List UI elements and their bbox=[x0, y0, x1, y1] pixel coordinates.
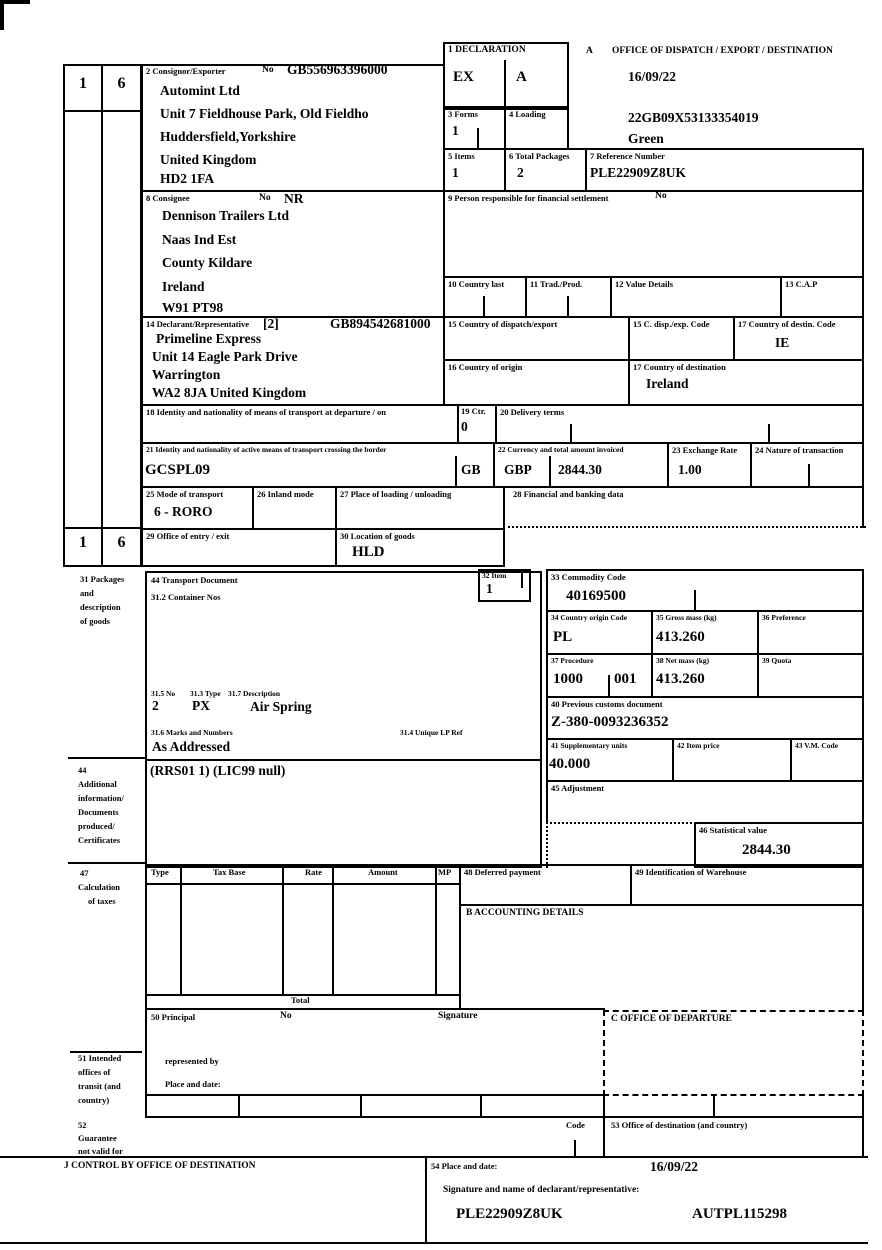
box-4-label: 4 Loading bbox=[509, 109, 546, 119]
box-43-label: 43 V.M. Code bbox=[795, 741, 839, 750]
box-50-label: 50 Principal bbox=[151, 1012, 196, 1022]
box-50-no-label: No bbox=[280, 1011, 292, 1021]
box-52-label-line: 52 bbox=[78, 1120, 87, 1130]
tax-table-border bbox=[145, 864, 461, 866]
tax-header-tax-base: Tax Base bbox=[213, 867, 246, 877]
copy-column bbox=[101, 110, 142, 529]
dotted-divider-v bbox=[546, 822, 548, 868]
ctr-value: 0 bbox=[461, 419, 468, 434]
copy-number-6b: 6 bbox=[117, 534, 126, 551]
box-34-label: 34 Country origin Code bbox=[551, 613, 628, 622]
box-31-3-label: 31.3 Type bbox=[190, 689, 221, 698]
box-41-label: 41 Supplementary units bbox=[551, 741, 628, 750]
section-a-letter: A bbox=[586, 46, 593, 56]
box-45-label: 45 Adjustment bbox=[551, 783, 605, 793]
origin-code-value: PL bbox=[553, 629, 573, 645]
transport-mode-value: 6 - RORO bbox=[154, 504, 213, 519]
mrn-value: 22GB09X53133354019 bbox=[628, 110, 759, 125]
box-47-label-line: 47 bbox=[80, 868, 89, 878]
declaration-place-date: 16/09/22 bbox=[650, 1159, 699, 1174]
tax-header-type: Type bbox=[151, 867, 169, 877]
box-23-label: 23 Exchange Rate bbox=[672, 445, 738, 455]
box-26-label: 26 Inland mode bbox=[257, 489, 314, 499]
section-a-title: OFFICE OF DISPATCH / EXPORT / DESTINATION bbox=[612, 46, 833, 56]
box-31-label-line: of goods bbox=[80, 616, 110, 626]
box-42-label: 42 Item price bbox=[677, 741, 720, 750]
tax-table-column-line bbox=[180, 864, 182, 994]
box-22-divider bbox=[549, 456, 551, 486]
section-b-accounting bbox=[459, 904, 864, 1010]
section-j-label: J CONTROL BY OFFICE OF DESTINATION bbox=[64, 1161, 256, 1171]
signature-name-label: Signature and name of declarant/representative: bbox=[443, 1185, 640, 1195]
margin-divider bbox=[68, 862, 147, 864]
box-31-2-label: 31.2 Container Nos bbox=[151, 592, 221, 602]
routing-value: Green bbox=[628, 131, 664, 146]
consignor-eori: GB556963396000 bbox=[287, 62, 388, 77]
box-29-label: 29 Office of entry / exit bbox=[146, 531, 230, 541]
box-52-label-line: Guarantee bbox=[78, 1133, 117, 1143]
tax-header-rate: Rate bbox=[305, 867, 322, 877]
box-47-label-line: Calculation bbox=[78, 882, 121, 892]
box-21-label: 21 Identity and nationality of active means of transport crossing the border bbox=[146, 445, 387, 454]
consignee-line: W91 PT98 bbox=[162, 300, 224, 315]
box-53-right-border bbox=[862, 1116, 864, 1158]
box-50-top-border bbox=[145, 1008, 605, 1010]
box-14-label: 14 Declarant/Representative bbox=[146, 319, 249, 329]
items-value: 1 bbox=[452, 165, 459, 180]
box-20-label: 20 Delivery terms bbox=[500, 407, 565, 417]
tax-table-header-line bbox=[145, 883, 461, 885]
box-21-divider bbox=[455, 456, 457, 486]
consignee-line: Naas Ind Est bbox=[162, 232, 237, 247]
copy-number-6: 6 bbox=[117, 75, 126, 92]
copy-number-1b: 1 bbox=[79, 534, 87, 551]
consignor-line: Automint Ltd bbox=[160, 83, 240, 98]
box-10-label: 10 Country last bbox=[448, 279, 505, 289]
marks-numbers-value: As Addressed bbox=[152, 739, 231, 754]
gross-mass-value: 413.260 bbox=[656, 629, 705, 645]
previous-document-value: Z-380-0093236352 bbox=[551, 714, 669, 730]
copy-number-1: 1 bbox=[79, 75, 87, 92]
dotted-divider-h bbox=[546, 822, 696, 824]
box-44-label-line: information/ bbox=[78, 793, 124, 803]
box-47-label-line: of taxes bbox=[88, 896, 116, 906]
transit-row-top bbox=[145, 1094, 605, 1096]
consignee-no-value: NR bbox=[284, 191, 304, 206]
box-38-label: 38 Net mass (kg) bbox=[656, 656, 710, 665]
transit-cell-divider bbox=[603, 1096, 605, 1118]
package-type-value: PX bbox=[192, 698, 210, 713]
declarant-line: Unit 14 Eagle Park Drive bbox=[152, 349, 298, 364]
box-17-label: 17 Country of destination bbox=[633, 362, 726, 372]
tax-table-border bbox=[145, 864, 147, 1010]
box-8-label: 8 Consignee bbox=[146, 193, 190, 203]
box-17a-label: 17 Country of destin. Code bbox=[738, 319, 836, 329]
forms-value: 1 bbox=[452, 123, 459, 138]
box-39-label: 39 Quota bbox=[762, 656, 792, 665]
copy-column bbox=[63, 110, 103, 529]
transit-cell-divider bbox=[360, 1094, 362, 1118]
box-37-label: 37 Procedure bbox=[551, 656, 594, 665]
authorisation-value: AUTPL115298 bbox=[692, 1206, 788, 1222]
box-20-tick bbox=[570, 424, 572, 442]
box-15-label: 15 Country of dispatch/export bbox=[448, 319, 558, 329]
box-32-tick bbox=[521, 572, 523, 588]
box-28-dotted-line bbox=[503, 526, 866, 528]
place-date-label: Place and date: bbox=[165, 1079, 221, 1089]
box-9-no-label: No bbox=[655, 191, 667, 201]
invoice-amount-value: 2844.30 bbox=[558, 462, 602, 477]
box-11-tick bbox=[567, 296, 569, 316]
exchange-rate-value: 1.00 bbox=[678, 462, 702, 477]
box-51-label-line: offices of bbox=[78, 1067, 111, 1077]
box-20-tick bbox=[768, 424, 770, 442]
commodity-code-value: 40169500 bbox=[566, 588, 626, 604]
box-32-label: 32 Item bbox=[482, 571, 507, 580]
box-5-label: 5 Items bbox=[448, 151, 475, 161]
declarant-signature-value: PLE22909Z8UK bbox=[456, 1206, 563, 1222]
box-10-tick bbox=[483, 296, 485, 316]
box-6-label: 6 Total Packages bbox=[509, 151, 570, 161]
box-7-label: 7 Reference Number bbox=[590, 151, 665, 161]
box-31-label-line: 31 Packages bbox=[80, 574, 125, 584]
box-44-label-line: 44 bbox=[78, 765, 87, 775]
declarant-line: WA2 8JA United Kingdom bbox=[152, 385, 307, 400]
consignee-line: Ireland bbox=[162, 279, 205, 294]
box-9-label: 9 Person responsible for financial settlement bbox=[448, 193, 609, 203]
box-37-divider bbox=[608, 675, 610, 696]
transit-cell-divider bbox=[862, 1096, 864, 1118]
tax-total-label: Total bbox=[291, 995, 310, 1005]
consignor-line: United Kingdom bbox=[160, 152, 257, 167]
code-label: Code bbox=[566, 1120, 585, 1130]
destination-country-value: Ireland bbox=[646, 376, 689, 391]
box-22-label: 22 Currency and total amount invoiced bbox=[498, 445, 624, 454]
margin-divider bbox=[68, 757, 145, 759]
corner-mark bbox=[0, 0, 30, 4]
dispatch-date: 16/09/22 bbox=[628, 69, 677, 84]
tax-table-column-line bbox=[282, 864, 284, 994]
box-27-label: 27 Place of loading / unloading bbox=[340, 489, 452, 499]
box-51-label-line: transit (and bbox=[78, 1081, 121, 1091]
consignor-line: Huddersfield,Yorkshire bbox=[160, 129, 296, 144]
box-28-right-border bbox=[862, 486, 864, 528]
declarant-code: [2] bbox=[263, 316, 279, 331]
box-16-label: 16 Country of origin bbox=[448, 362, 523, 372]
box-50-signature-label: Signature bbox=[438, 1011, 478, 1021]
box-36-label: 36 Preference bbox=[762, 613, 806, 622]
section-b-label: B ACCOUNTING DETAILS bbox=[466, 908, 584, 918]
item-number-value: 1 bbox=[486, 581, 493, 596]
box-28-label: 28 Financial and banking data bbox=[513, 489, 624, 499]
procedure-value-2: 001 bbox=[614, 671, 637, 687]
consignee-line: Dennison Trailers Ltd bbox=[162, 208, 290, 223]
box-44-label-line: Additional bbox=[78, 779, 117, 789]
declarant-eori: GB894542681000 bbox=[330, 316, 431, 331]
box-1-divider bbox=[504, 60, 506, 108]
transit-cell-divider bbox=[238, 1094, 240, 1118]
active-transport-nationality: GB bbox=[461, 462, 481, 477]
box-35-label: 35 Gross mass (kg) bbox=[656, 613, 717, 622]
box-24-label: 24 Nature of transaction bbox=[755, 445, 844, 455]
box-31-label-line: and bbox=[80, 588, 94, 598]
box-48-label: 48 Deferred payment bbox=[464, 867, 541, 877]
procedure-value: 1000 bbox=[553, 671, 583, 687]
box-31-5-label: 31.5 No bbox=[151, 689, 176, 698]
tax-table-column-line bbox=[332, 864, 334, 994]
box-53-label: 53 Office of destination (and country) bbox=[611, 1120, 748, 1130]
box-13-label: 13 C.A.P bbox=[785, 279, 818, 289]
destination-code-value: IE bbox=[775, 335, 790, 350]
box-2-no-label: No bbox=[262, 65, 274, 75]
corner-mark bbox=[0, 0, 4, 30]
active-transport-id: GCSPL09 bbox=[145, 462, 211, 478]
declaration-type: EX bbox=[453, 69, 474, 85]
box-30-label: 30 Location of goods bbox=[340, 531, 415, 541]
transit-cell-divider bbox=[480, 1094, 482, 1118]
goods-location-value: HLD bbox=[352, 544, 385, 560]
represented-by-label: represented by bbox=[165, 1056, 219, 1066]
declarant-line: Primeline Express bbox=[156, 331, 262, 346]
section-c-label: C OFFICE OF DEPARTURE bbox=[611, 1014, 732, 1024]
statistical-value: 2844.30 bbox=[742, 842, 791, 858]
box-8-no-label: No bbox=[259, 193, 271, 203]
box-51-label-line: 51 Intended bbox=[78, 1053, 122, 1063]
box-54-label: 54 Place and date: bbox=[431, 1161, 498, 1171]
box-52-label-line: not valid for bbox=[78, 1146, 123, 1156]
package-count-value: 2 bbox=[152, 698, 159, 713]
box-44t-label: 44 Transport Document bbox=[151, 575, 238, 585]
box-1-label: 1 DECLARATION bbox=[448, 45, 526, 55]
supplementary-units-value: 40.000 bbox=[549, 756, 591, 772]
tax-header-amount: Amount bbox=[368, 867, 398, 877]
consignor-line: HD2 1FA bbox=[160, 171, 215, 186]
currency-value: GBP bbox=[504, 462, 532, 477]
box-3-label: 3 Forms bbox=[448, 109, 478, 119]
box-46-label: 46 Statistical value bbox=[699, 825, 767, 835]
box-44-label-line: produced/ bbox=[78, 821, 115, 831]
box-33-label: 33 Commodity Code bbox=[551, 572, 626, 582]
declarant-line: Warrington bbox=[152, 367, 221, 382]
reference-number-value: PLE22909Z8UK bbox=[590, 165, 687, 180]
box-53-left-border bbox=[603, 1116, 605, 1158]
total-packages-value: 2 bbox=[517, 165, 524, 180]
box-24-tick bbox=[808, 464, 810, 486]
box-51-label-line: country) bbox=[78, 1095, 110, 1105]
transit-cell-divider bbox=[713, 1096, 715, 1118]
page-bottom-border bbox=[0, 1242, 868, 1244]
section-j-top-border bbox=[0, 1156, 868, 1158]
declaration-subtype: A bbox=[516, 69, 527, 85]
box-2-label: 2 Consignor/Exporter bbox=[146, 66, 226, 76]
box-3-tick bbox=[477, 128, 479, 148]
box-50-left-border bbox=[145, 1008, 147, 1118]
box-40-label: 40 Previous customs document bbox=[551, 699, 663, 709]
net-mass-value: 413.260 bbox=[656, 671, 705, 687]
box-44-label-line: Documents bbox=[78, 807, 119, 817]
box-15a-label: 15 C. disp./exp. Code bbox=[633, 319, 710, 329]
tax-table-column-line bbox=[435, 864, 437, 994]
box-18-label: 18 Identity and nationality of means of transport at departure / on bbox=[146, 407, 386, 417]
consignor-line: Unit 7 Fieldhouse Park, Old Fieldho bbox=[160, 106, 369, 121]
consignee-line: County Kildare bbox=[162, 255, 253, 270]
box-12-label: 12 Value Details bbox=[615, 279, 674, 289]
additional-info-value: (RRS01 1) (LIC99 null) bbox=[150, 763, 286, 778]
box-31-6-label: 31.6 Marks and Numbers bbox=[151, 728, 233, 737]
box-33-tick bbox=[694, 590, 696, 610]
box-31-4-label: 31.4 Unique LP Ref bbox=[400, 728, 463, 737]
goods-description-value: Air Spring bbox=[250, 699, 312, 714]
box-31-label-line: description bbox=[80, 602, 121, 612]
box-25-label: 25 Mode of transport bbox=[146, 489, 224, 499]
box-44-label-line: Certificates bbox=[78, 835, 121, 845]
tax-header-mp: MP bbox=[438, 867, 452, 877]
box-9-financial bbox=[443, 190, 864, 278]
box-11-label: 11 Trad./Prod. bbox=[530, 279, 583, 289]
transit-row-bottom bbox=[145, 1116, 864, 1118]
box-49-label: 49 Identification of Warehouse bbox=[635, 867, 747, 877]
section-j-divider bbox=[425, 1156, 427, 1244]
box-19-label: 19 Ctr. bbox=[461, 406, 486, 416]
box-31-7-label: 31.7 Description bbox=[228, 689, 281, 698]
